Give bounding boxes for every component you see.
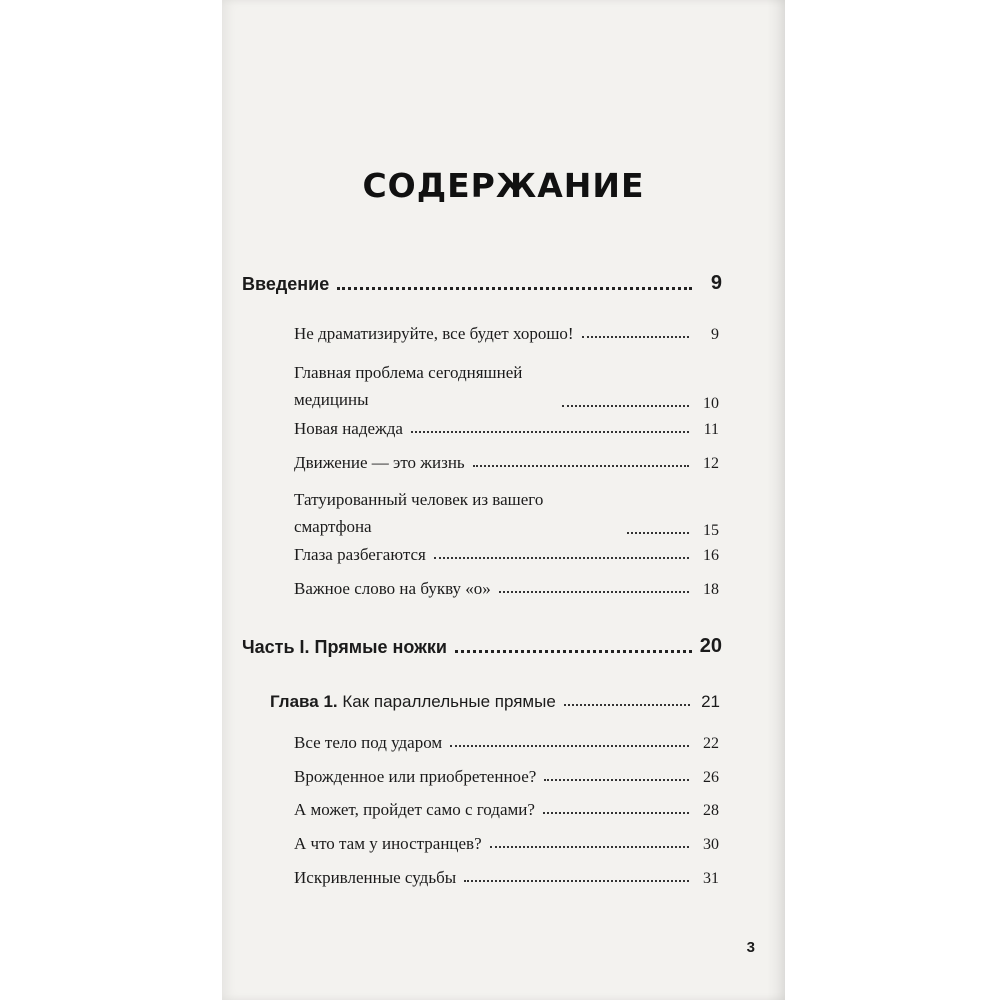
toc-item [294, 834, 719, 854]
toc-page-number: 16 [703, 547, 719, 564]
toc-page-number: 10 [703, 395, 719, 412]
toc-item [294, 419, 719, 439]
dot-leader [473, 465, 689, 467]
toc-item [294, 767, 719, 787]
dot-leader [464, 880, 689, 882]
toc-title: СОДЕРЖАНИЕ [362, 166, 645, 205]
dot-leader [564, 704, 690, 706]
toc-item [294, 579, 719, 599]
dot-leader [562, 405, 689, 407]
toc-section-label: Введение [242, 274, 330, 294]
toc-page-number: 26 [703, 769, 719, 786]
toc-item-label: Искривленные судьбы [294, 868, 457, 887]
toc-page-number: 12 [703, 455, 719, 472]
toc-item-label: Врожденное или приобретенное? [294, 767, 537, 786]
toc-item-label: А может, пройдет само с годами? [294, 800, 535, 819]
toc-item [294, 733, 719, 753]
toc-page-number: 11 [703, 421, 719, 438]
dot-leader [627, 532, 689, 534]
toc-item-label: Важное слово на букву «о» [294, 579, 491, 598]
toc-chapter-1 [270, 692, 720, 712]
toc-section-label: Часть I. Прямые ножки [242, 637, 447, 657]
toc-item-label: Новая надежда [294, 419, 403, 438]
toc-item [294, 545, 719, 565]
toc-chapter-label [270, 692, 556, 712]
toc-item-label: Движение — это жизнь [294, 453, 465, 472]
toc-page-number: 20 [699, 635, 722, 657]
toc-page-number: 9 [711, 326, 719, 343]
dot-leader [455, 650, 692, 653]
toc-page-number: 22 [703, 735, 719, 752]
dot-leader [499, 591, 689, 593]
dot-leader [434, 557, 689, 559]
toc-item [294, 453, 719, 473]
toc-page-number: 15 [703, 522, 719, 539]
toc-item [294, 868, 719, 888]
toc-page-number: 28 [703, 802, 719, 819]
toc-item [294, 359, 719, 413]
book-page [222, 0, 785, 1000]
toc-item-label: Главная проблема сегодняшней медицины [294, 363, 523, 409]
toc-item-label: Все тело под ударом [294, 733, 443, 752]
toc-item-label: Не драматизируйте, все будет хорошо! [294, 324, 574, 343]
dot-leader [337, 287, 692, 290]
toc-page-number: 21 [701, 692, 720, 711]
toc-item [294, 324, 719, 344]
toc-page-number: 30 [703, 836, 719, 853]
toc-chapter-title: Как параллельные прямые [342, 692, 556, 711]
toc-page-number: 31 [703, 870, 719, 887]
toc-item-label: Татуированный человек из вашего смартфона [294, 490, 544, 536]
dot-leader [490, 846, 689, 848]
dot-leader [450, 745, 689, 747]
toc-item [294, 800, 719, 820]
toc-chapter-prefix: Глава 1. [270, 692, 338, 711]
toc-item [294, 486, 719, 540]
toc-page-number: 9 [710, 272, 722, 294]
page-number: 3 [746, 939, 755, 956]
toc-section-part-1 [242, 635, 722, 658]
dot-leader [544, 779, 689, 781]
toc-item-label: А что там у иностранцев? [294, 834, 482, 853]
toc-item-label: Глаза разбегаются [294, 545, 426, 564]
dot-leader [411, 431, 689, 433]
toc-section-intro [242, 272, 722, 295]
dot-leader [543, 812, 689, 814]
toc-page-number: 18 [703, 581, 719, 598]
dot-leader [582, 336, 689, 338]
